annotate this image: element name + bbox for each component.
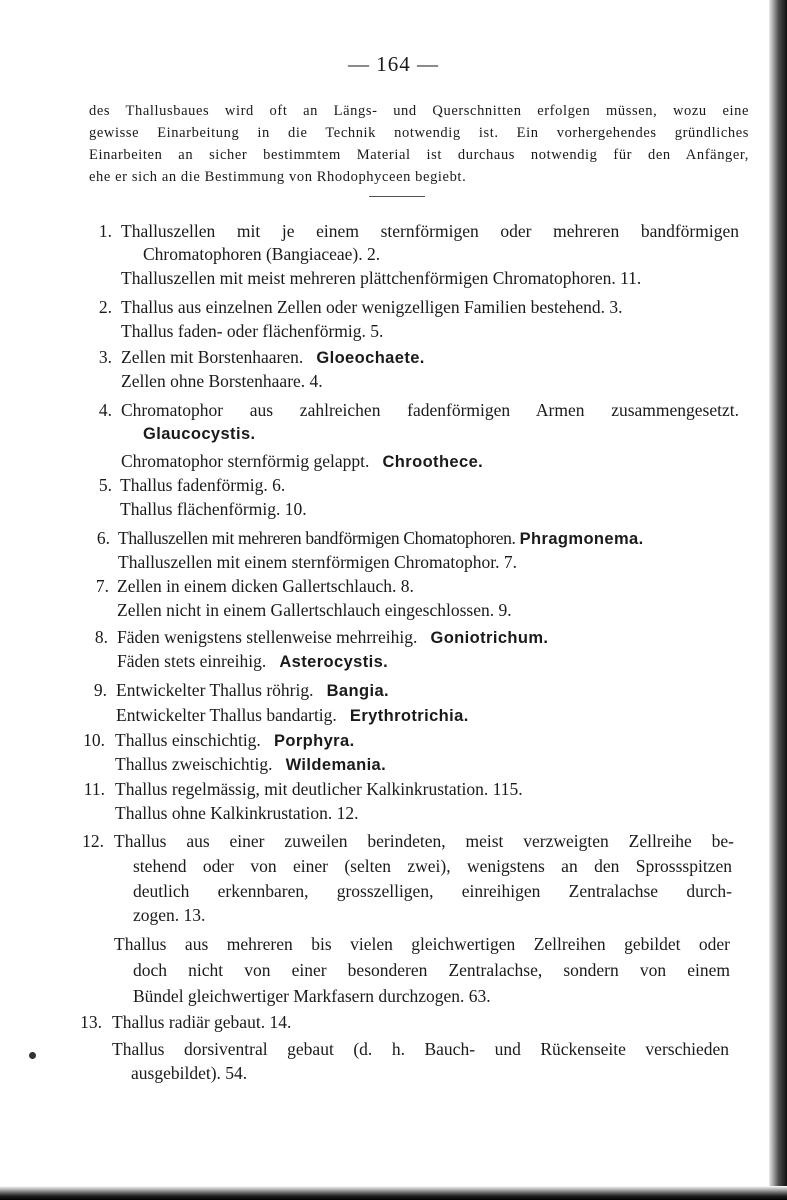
entry-number: 5. (98, 475, 112, 495)
entry-line: Zellen ohne Borstenhaare. 4. (121, 371, 323, 391)
scan-edge-bottom (0, 1186, 787, 1200)
intro-line: des Thallusbaues wird oft an Längs- und Querschnitten erfolgen müssen, wozu eine (89, 103, 749, 119)
entry-number: 10. (83, 730, 105, 750)
entry-line: Fäden wenigstens stellenweise mehrreihig. Goniotrichum. (117, 627, 549, 647)
entry-line: Chromatophor aus zahlreichen fadenförmigen Armen zusammengesetzt. (121, 400, 739, 420)
entry-number: 7. (95, 576, 109, 596)
entry-number: 8. (94, 627, 108, 647)
entry-line: Thallus aus einzelnen Zellen oder wenigzelligen Familien bestehend. 3. (121, 297, 623, 317)
entry-line: Zellen in einem dicken Gallertschlauch. 8. (117, 576, 414, 596)
entry-line: Thallus flächenförmig. 10. (120, 499, 307, 519)
entry-line: ausgebildet). 54. (131, 1063, 248, 1083)
taxon-name: Wildemania. (285, 756, 387, 774)
entry-line: Thallus aus mehreren bis vielen gleichwertigen Zellreihen gebildet oder (114, 934, 730, 954)
page-number: — 164 — (348, 52, 439, 76)
taxon-name: Gloeochaete. (316, 349, 425, 367)
taxon-name: Goniotrichum. (430, 629, 549, 647)
intro-line: Einarbeiten an sicher bestimmtem Material ist durchaus notwendig für den Anfänger, (89, 147, 749, 163)
entry-line: Bündel gleichwertiger Markfasern durchzogen. 63. (133, 986, 491, 1006)
entry-line: Thallus ohne Kalkinkrustation. 12. (115, 803, 359, 823)
entry-line: Entwickelter Thallus bandartig. Erythrotrichia. (116, 705, 469, 725)
entry-number: 3. (98, 347, 112, 367)
intro-line: ehe er sich an die Bestimmung von Rhodophyceen begiebt. (89, 169, 467, 185)
entry-line: doch nicht von einer besonderen Zentralachse, sondern von einem (133, 960, 730, 980)
entry-line: deutlich erkennbaren, grosszelligen, einreihigen Zentralachse durch- (133, 881, 732, 901)
entry-line: Thalluszellen mit je einem sternförmigen oder mehreren bandförmigen (121, 221, 739, 241)
entry-line: Thalluszellen mit meist mehreren plättchenförmigen Chromatophoren. 11. (121, 268, 642, 288)
taxon-name: Erythrotrichia. (349, 707, 469, 725)
entry-line: Zellen nicht in einem Gallertschlauch eingeschlossen. 9. (117, 600, 512, 620)
taxon-name: Phragmonema. (519, 530, 644, 548)
entry-line: Thallus aus einer zuweilen berindeten, meist verzweigten Zellreihe be- (114, 831, 734, 851)
entry-line: Thallus fadenförmig. 6. (120, 475, 286, 495)
entry-line: Thallus faden- oder flächenförmig. 5. (121, 321, 384, 341)
entry-line: zogen. 13. (133, 905, 206, 925)
taxon-name: Chroothece. (382, 453, 484, 471)
print-speck (29, 1052, 36, 1059)
taxon-name: Porphyra. (273, 732, 355, 750)
entry-line: Thallus regelmässig, mit deutlicher Kalkinkrustation. 115. (115, 779, 523, 799)
entry-line: Chromatophor sternförmig gelappt. Chroothece. (121, 451, 484, 471)
entry-line: Thallus zweischichtig. Wildemania. (115, 754, 387, 774)
entry-line: Chromatophoren (Bangiaceae). 2. (143, 244, 381, 264)
entry-number: 6. (96, 528, 110, 548)
entry-line: stehend oder von einer (selten zwei), wenigstens an den Sprossspitzen (133, 856, 732, 876)
entry-line: Thallus einschichtig. Porphyra. (115, 730, 355, 750)
entry-number: 9. (93, 680, 107, 700)
intro-line: gewisse Einarbeitung in die Technik notwendig ist. Ein vorhergehendes gründliches (89, 125, 749, 141)
entry-line: Zellen mit Borstenhaaren. Gloeochaete. (121, 347, 425, 367)
entry-line: Thalluszellen mit einem sternförmigen Chromatophor. 7. (118, 552, 518, 572)
entry-number: 11. (83, 779, 105, 799)
entry-number: 13. (80, 1012, 102, 1032)
entry-line: Thallus dorsiventral gebaut (d. h. Bauch- und Rückenseite verschieden (112, 1039, 729, 1059)
entry-line: Fäden stets einreihig. Asterocystis. (117, 651, 389, 671)
taxon-name: Asterocystis. (279, 653, 389, 671)
entry-number: 2. (98, 297, 112, 317)
entry-line: Entwickelter Thallus röhrig. Bangia. (116, 680, 390, 700)
entry-number: 1. (98, 221, 112, 241)
taxon-name: Glaucocystis. (143, 425, 256, 443)
entry-number: 12. (82, 831, 104, 851)
entry-line: Thallus radiär gebaut. 14. (112, 1012, 292, 1032)
entry-line: Thalluszellen mit mehreren bandförmigen Chomatophoren. Phragmonema. (118, 528, 644, 548)
scan-edge-right (769, 0, 787, 1200)
entry-number: 4. (98, 400, 112, 420)
taxon-name: Bangia. (326, 682, 390, 700)
